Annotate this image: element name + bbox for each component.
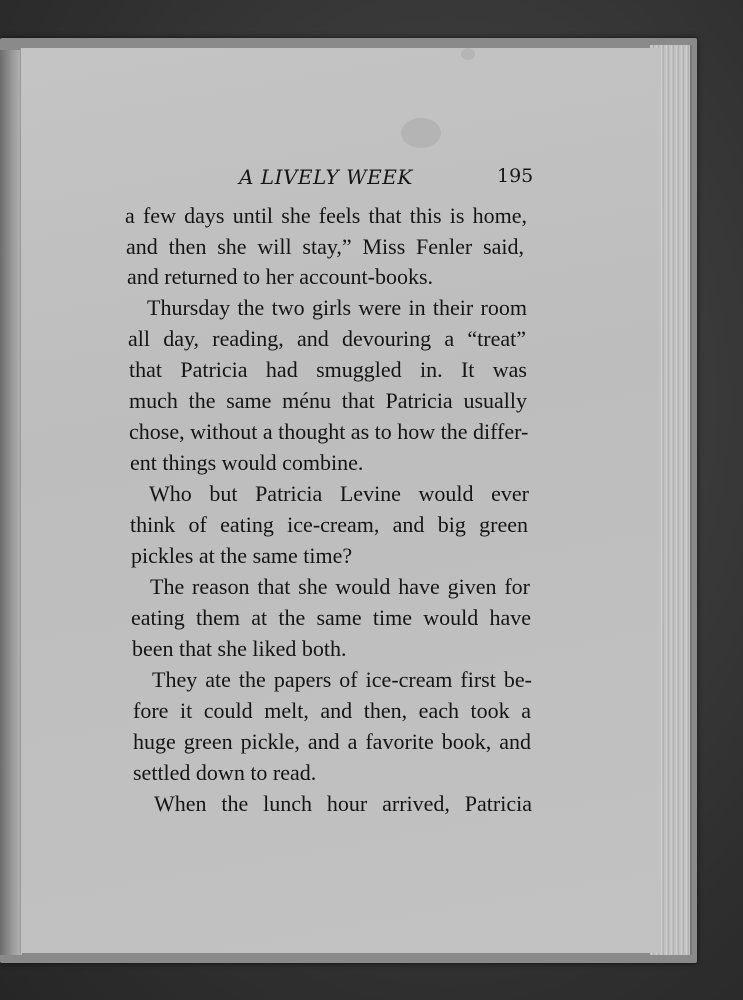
book-spine-edge — [0, 50, 22, 955]
page-blemish — [401, 118, 441, 148]
text-line: settled down to read. — [133, 760, 317, 785]
page-blemish — [461, 48, 475, 60]
text-line: Thursday the two girls were in their room — [147, 295, 527, 320]
text-line: They ate the papers of ice-cream first be- — [152, 667, 532, 692]
text-line: When the lunch hour arrived, Patricia — [154, 791, 532, 816]
text-line: chose, without a thought as to how the differ- — [129, 419, 529, 444]
text-line: pickles at the same time? — [131, 543, 353, 568]
text-line: that Patricia had smuggled in. It was — [129, 357, 527, 382]
text-line: and returned to her account-books. — [127, 264, 434, 289]
running-title: A LIVELY WEEK — [239, 165, 413, 189]
text-line: think of eating ice-cream, and big green — [130, 512, 528, 537]
text-line: all day, reading, and devouring a “treat” — [128, 326, 526, 351]
text-line: eating them at the same time would have — [131, 605, 531, 630]
text-line: much the same ménu that Patricia usually — [129, 388, 527, 413]
text-line: huge green pickle, and a favorite book, and — [133, 729, 531, 754]
running-header — [21, 165, 659, 195]
text-line: fore it could melt, and then, each took a — [133, 698, 531, 723]
text-line: The reason that she would have given for — [150, 574, 530, 599]
text-line: been that she liked both. — [132, 636, 347, 661]
text-line: a few days until she feels that this is home, — [125, 203, 527, 228]
text-line: and then she will stay,” Miss Fenler said, — [126, 234, 524, 259]
text-line: ent things would combine. — [130, 450, 364, 475]
book-page — [20, 48, 659, 953]
text-line: Who but Patricia Levine would ever — [149, 481, 529, 506]
page-number: 195 — [497, 165, 534, 187]
